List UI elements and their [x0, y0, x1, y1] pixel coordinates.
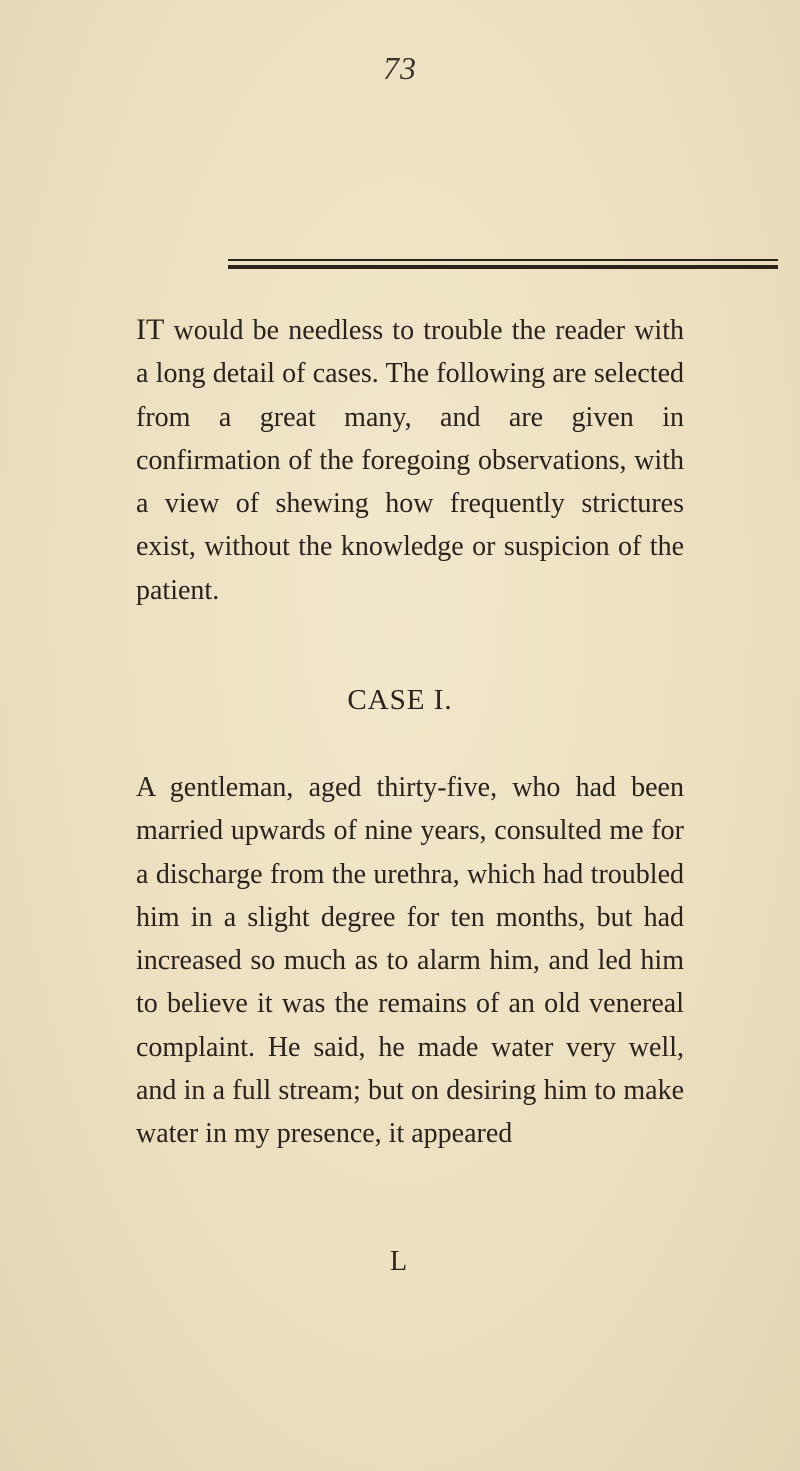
- case-paragraph: A gentleman, aged thirty-five, who had been married upwards of nine years, consulted me for a discharge from the urethra, which had troubled him in a slight degree for ten months, but had increased so much as to alarm him, and led him to believe it was the remains of an old venereal complaint. He said, he made water very well, and in a full stream; but on desiring him to make water in my presence, it appeared: [136, 772, 684, 1150]
- intro-paragraph: [136, 308, 684, 612]
- section-rule-thick: [228, 265, 778, 269]
- case-heading: CASE I.: [347, 684, 453, 716]
- intro-paragraph-text: would be needless to trouble the reader with a long detail of cases. The following are selected from a great many, and are given in confirmation of the foregoing observations, with a view of shewing how frequently strictures exist, without the knowledge or suspicion of the patient.: [136, 315, 684, 606]
- opening-word: IT: [136, 313, 165, 346]
- signature-mark: L: [390, 1246, 408, 1277]
- section-rule-thin: [228, 259, 778, 261]
- page-number: 73: [383, 50, 417, 86]
